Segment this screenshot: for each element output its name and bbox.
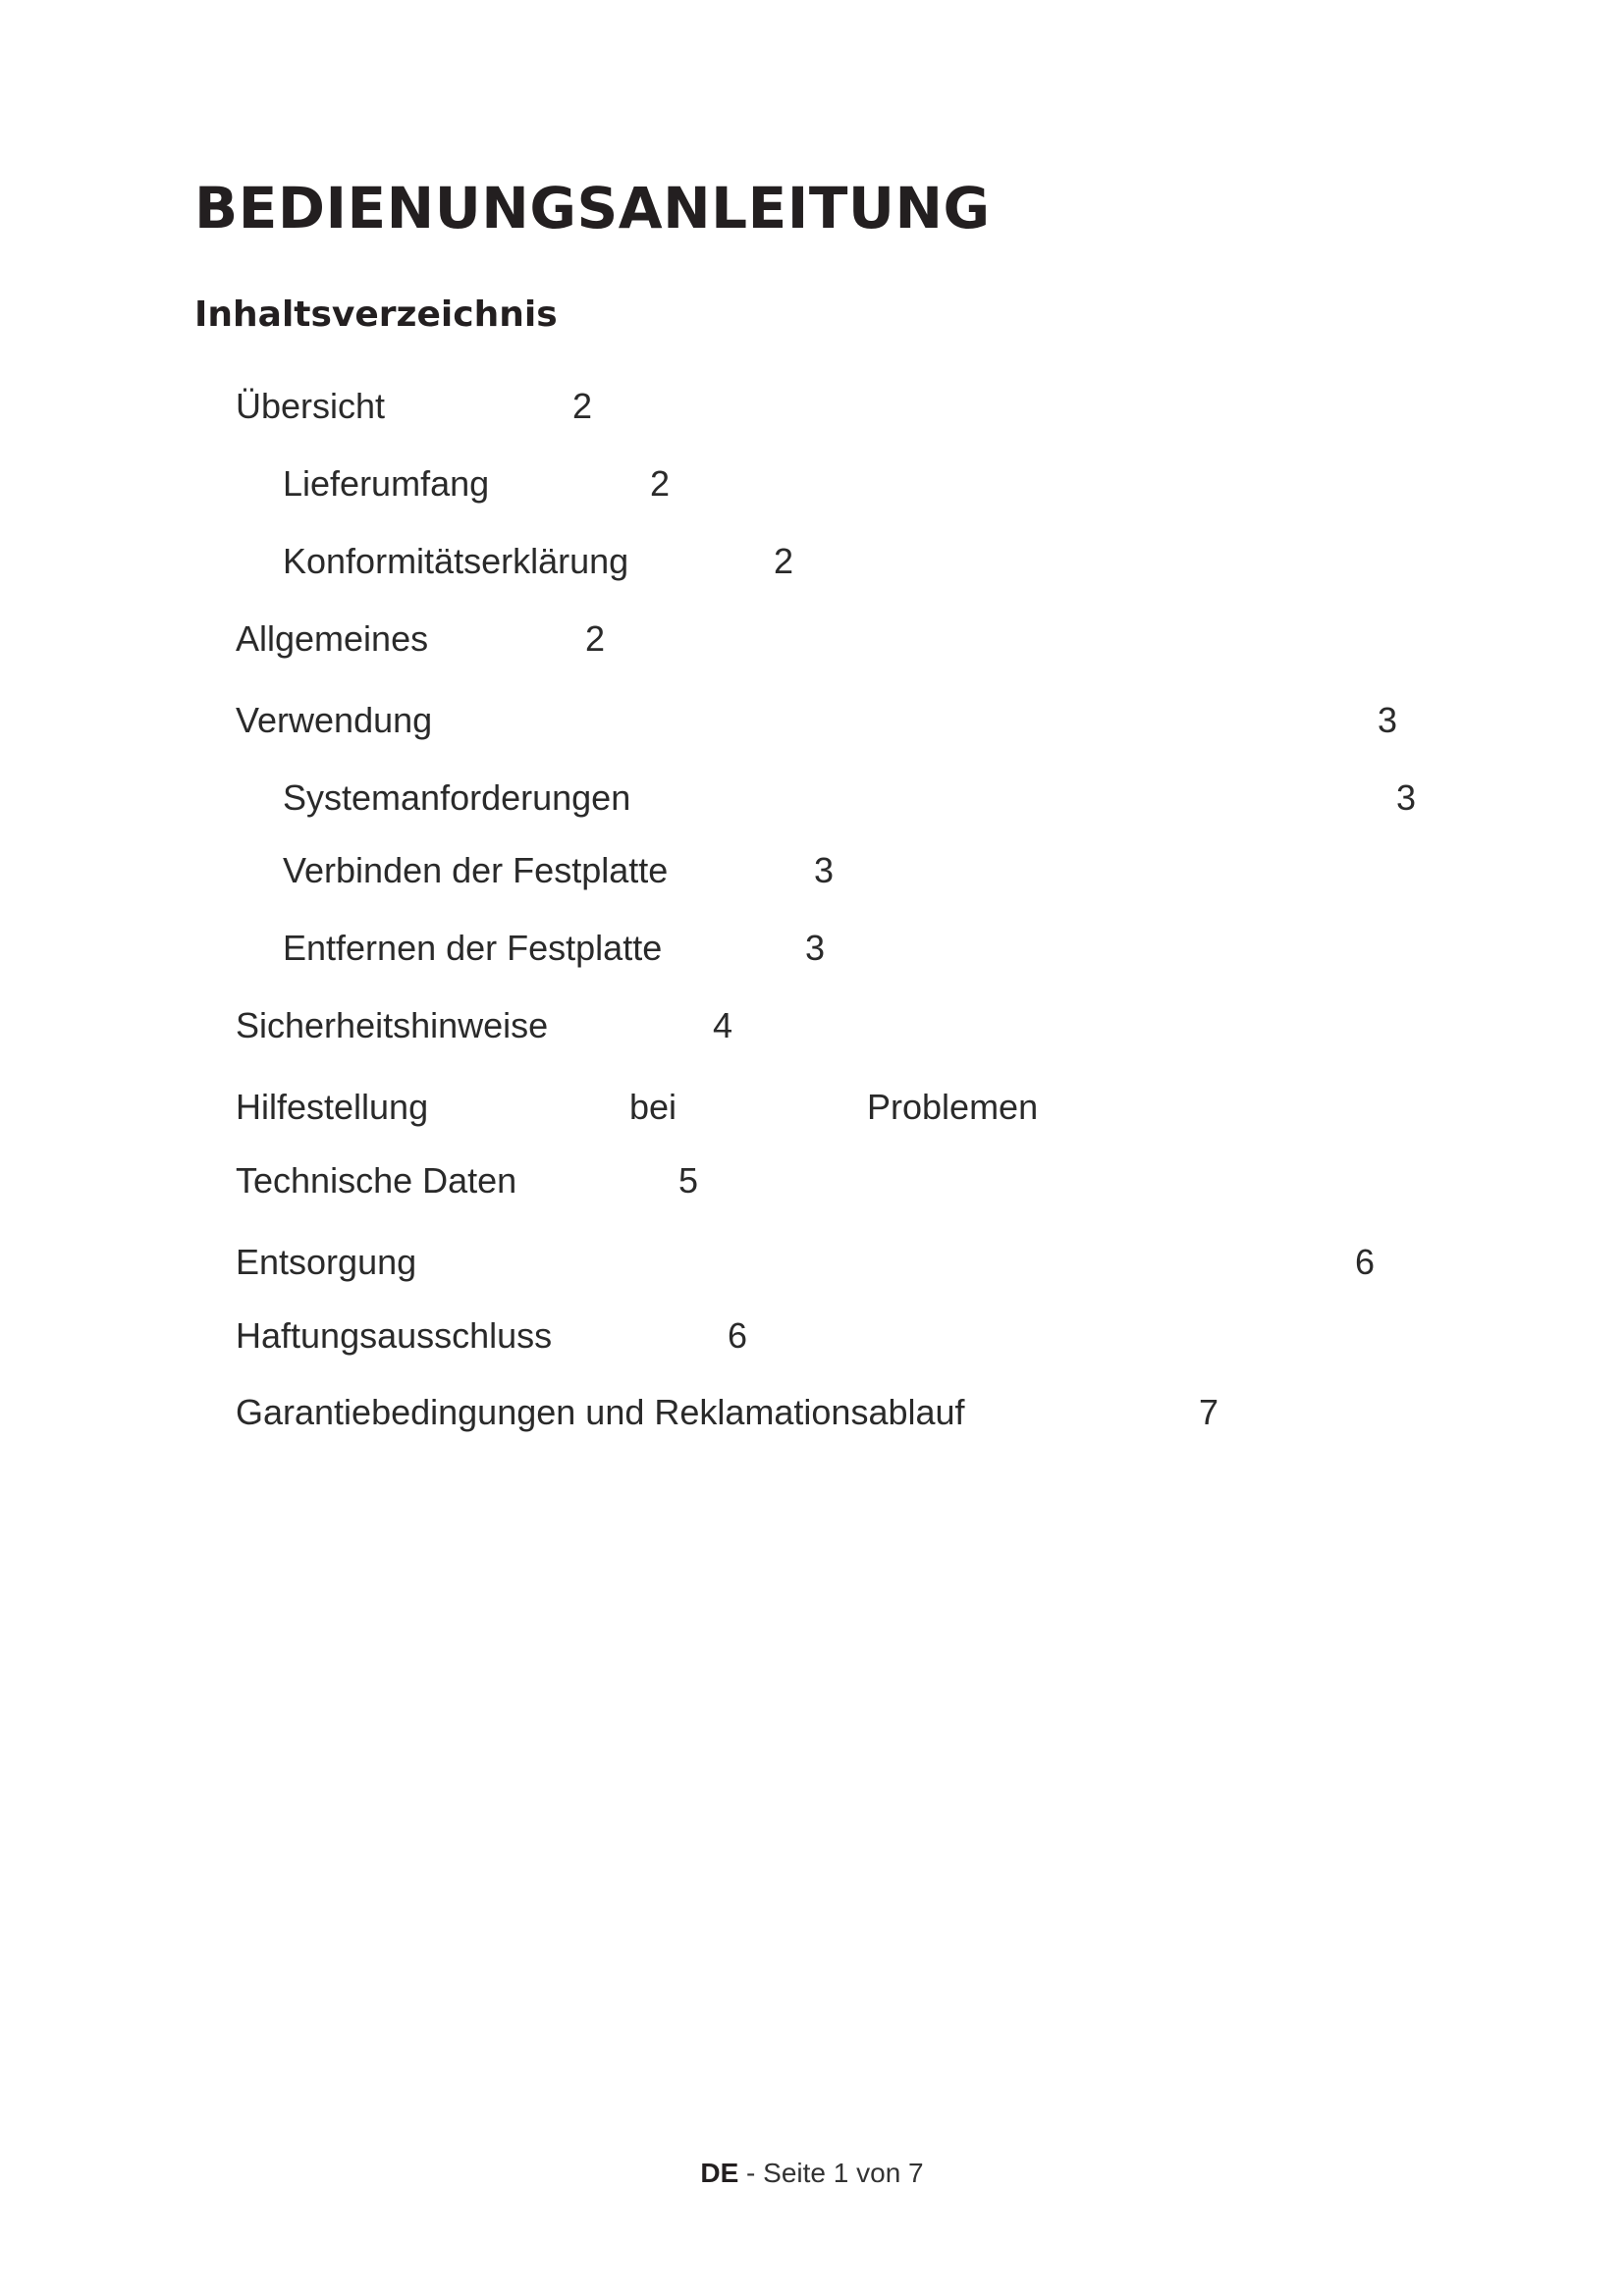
toc-entry-label[interactable]: Verwendung [236,700,433,740]
toc-entry-page: 3 [1396,777,1417,818]
toc-entry-label[interactable]: Hilfestellung [236,1087,429,1127]
footer-page-number: - Seite 1 von 7 [738,2158,924,2188]
toc-entry-label[interactable]: Lieferumfang [283,463,490,504]
toc-entry-label[interactable]: Systemanforderungen [283,777,631,818]
toc-entry-page: 7 [1199,1392,1219,1432]
toc-entry-page: 6 [728,1315,748,1356]
toc-entry-page: 6 [1355,1242,1376,1282]
page-footer [0,2158,1624,2189]
toc-entry-label[interactable]: Verbinden der Festplatte [283,850,669,890]
toc-heading: Inhaltsverzeichnis [194,294,558,335]
toc-entry-page: 3 [814,850,835,890]
toc-entry-label[interactable]: Sicherheitshinweise [236,1005,549,1045]
toc-entry-page: 3 [1378,700,1398,740]
toc-entry-page: 5 [678,1160,699,1201]
toc-entry-label[interactable]: Technische Daten [236,1160,517,1201]
toc-entry-page: 2 [650,463,671,504]
toc-entry-label[interactable]: Übersicht [236,386,386,426]
toc-entry-page: 3 [805,928,826,968]
toc-entry-label[interactable]: Garantiebedingungen und Reklamationsablauf [236,1392,965,1432]
toc-entry-label[interactable]: Entfernen der Festplatte [283,928,663,968]
toc-entry-page: 4 [713,1005,733,1045]
toc-entry-page: 2 [585,618,606,659]
toc-entry-page: 2 [774,541,794,581]
toc-entry-label[interactable]: Allgemeines [236,618,429,659]
toc-entry-label-part[interactable]: bei [629,1087,677,1127]
toc-entry-page: 2 [572,386,593,426]
footer-language: DE [700,2158,739,2188]
toc-entry-label[interactable]: Konformitätserklärung [283,541,629,581]
toc-entry-label[interactable]: Entsorgung [236,1242,417,1282]
toc-entry-label[interactable]: Haftungsausschluss [236,1315,553,1356]
toc-entry-label-part[interactable]: Problemen [867,1087,1039,1127]
document-title: BEDIENUNGSANLEITUNG [194,175,991,241]
